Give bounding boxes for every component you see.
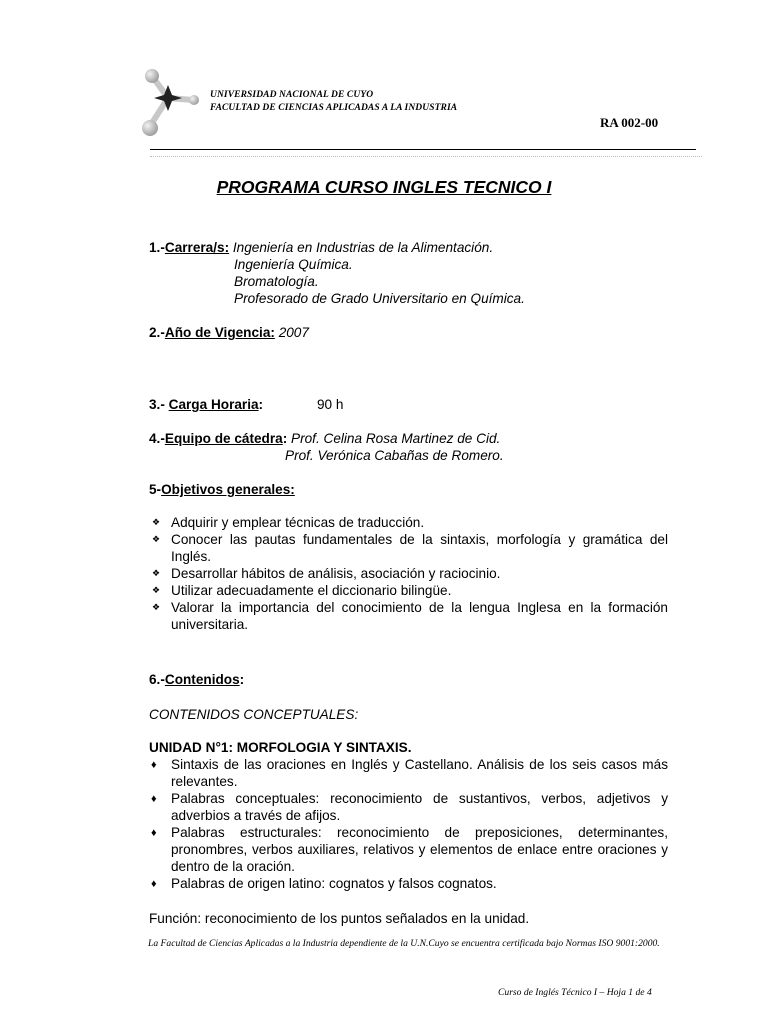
section-number: 2.- bbox=[149, 325, 165, 340]
team-member: Prof. Celina Rosa Martinez de Cid. bbox=[291, 431, 501, 446]
team-member: Prof. Verónica Cabañas de Romero. bbox=[285, 448, 504, 463]
section-label: Carga Horaria bbox=[168, 397, 259, 412]
list-item: ❖ Utilizar adecuadamente el diccionario bilingüe. bbox=[152, 583, 452, 598]
page-title: PROGRAMA CURSO INGLES TECNICO I bbox=[216, 177, 552, 197]
certification-footnote: La Facultad de Ciencias Aplicadas a la Industria dependiente de la U.N.Cuyo se encuentra certificada bajo Normas ISO 9001:2000. bbox=[148, 938, 660, 949]
section-number: 6.- bbox=[149, 672, 165, 687]
section-label: Objetivos generales: bbox=[161, 482, 295, 497]
page-footer: Curso de Inglés Técnico I – Hoja 1 de 4 bbox=[498, 987, 652, 998]
list-item: ❖ Desarrollar hábitos de análisis, asociación y raciocinio. bbox=[152, 566, 501, 581]
section-label: Año de Vigencia: bbox=[164, 325, 275, 340]
header-rule bbox=[150, 149, 696, 150]
section-number: 4.- bbox=[149, 431, 165, 446]
section-number: 1.- bbox=[149, 240, 165, 255]
section-carreras bbox=[149, 239, 493, 256]
objectives-list bbox=[149, 514, 668, 633]
diamond-icon: ♦ bbox=[151, 878, 157, 890]
section-carga-horaria bbox=[149, 396, 263, 413]
diamond-cluster-icon: ❖ bbox=[152, 534, 161, 544]
section-colon: : bbox=[239, 672, 245, 687]
list-item: ♦ Palabras de origen latino: cognatos y falsos cognatos. bbox=[151, 876, 497, 891]
diamond-icon: ♦ bbox=[151, 827, 157, 839]
contenidos-subheading: CONTENIDOS CONCEPTUALES: bbox=[149, 707, 359, 722]
section-colon: : bbox=[282, 431, 288, 446]
section-colon: : bbox=[258, 397, 264, 412]
function-text: Función: reconocimiento de los puntos señalados en la unidad. bbox=[149, 911, 530, 926]
list-item: ❖ Adquirir y emplear técnicas de traducción. bbox=[152, 515, 425, 530]
university-name: UNIVERSIDAD NACIONAL DE CUYO bbox=[210, 90, 374, 100]
section-number: 5- bbox=[149, 482, 162, 497]
faculty-name: FACULTAD DE CIENCIAS APLICADAS A LA INDUSTRIA bbox=[210, 103, 458, 113]
section-label: Carrera/s: bbox=[164, 240, 230, 255]
molecule-logo-icon bbox=[138, 68, 208, 150]
section-objetivos bbox=[149, 481, 295, 498]
diamond-cluster-icon: ❖ bbox=[152, 568, 161, 578]
header-dotted-rule bbox=[150, 156, 702, 157]
section-contenidos bbox=[149, 671, 244, 688]
unit-contents-list bbox=[149, 756, 668, 892]
list-item: ♦ Sintaxis de las oraciones en Inglés y Castellano. Análisis de los seis casos más relevantes. bbox=[151, 757, 668, 789]
diamond-cluster-icon: ❖ bbox=[152, 517, 161, 527]
career-item: Bromatología. bbox=[234, 274, 319, 289]
section-number: 3.- bbox=[149, 397, 169, 412]
section-equipo bbox=[149, 430, 500, 447]
list-item: ♦ Palabras estructurales: reconocimiento de preposiciones, determinantes, pronombres, verbos auxiliares, relativos y elementos de enlace entre oraciones y dentro de la oración. bbox=[151, 825, 668, 874]
vigencia-value: 2007 bbox=[278, 325, 309, 340]
diamond-icon: ♦ bbox=[151, 759, 157, 771]
section-vigencia bbox=[149, 324, 309, 341]
section-label: Equipo de cátedra bbox=[164, 431, 283, 446]
diamond-cluster-icon: ❖ bbox=[152, 602, 161, 612]
list-item: ♦ Palabras conceptuales: reconocimiento de sustantivos, verbos, adjetivos y adverbios a través de afijos. bbox=[151, 791, 668, 823]
career-item: Profesorado de Grado Universitario en Química. bbox=[234, 291, 525, 306]
list-item: ❖ Conocer las pautas fundamentales de la sintaxis, morfología y gramática del Inglés. bbox=[152, 532, 668, 564]
diamond-icon: ♦ bbox=[151, 793, 157, 805]
diamond-cluster-icon: ❖ bbox=[152, 585, 161, 595]
section-label: Contenidos bbox=[164, 672, 240, 687]
carga-horaria-value: 90 h bbox=[317, 397, 344, 412]
list-item: ❖ Valorar la importancia del conocimiento de la lengua Inglesa en la formación universitaria. bbox=[152, 600, 668, 632]
document-code: RA 002-00 bbox=[600, 115, 659, 130]
career-item: Ingeniería Química. bbox=[234, 257, 353, 272]
career-item: Ingeniería en Industrias de la Alimentación. bbox=[232, 240, 494, 255]
unit-title: UNIDAD N°1: MORFOLOGIA Y SINTAXIS. bbox=[149, 740, 412, 755]
